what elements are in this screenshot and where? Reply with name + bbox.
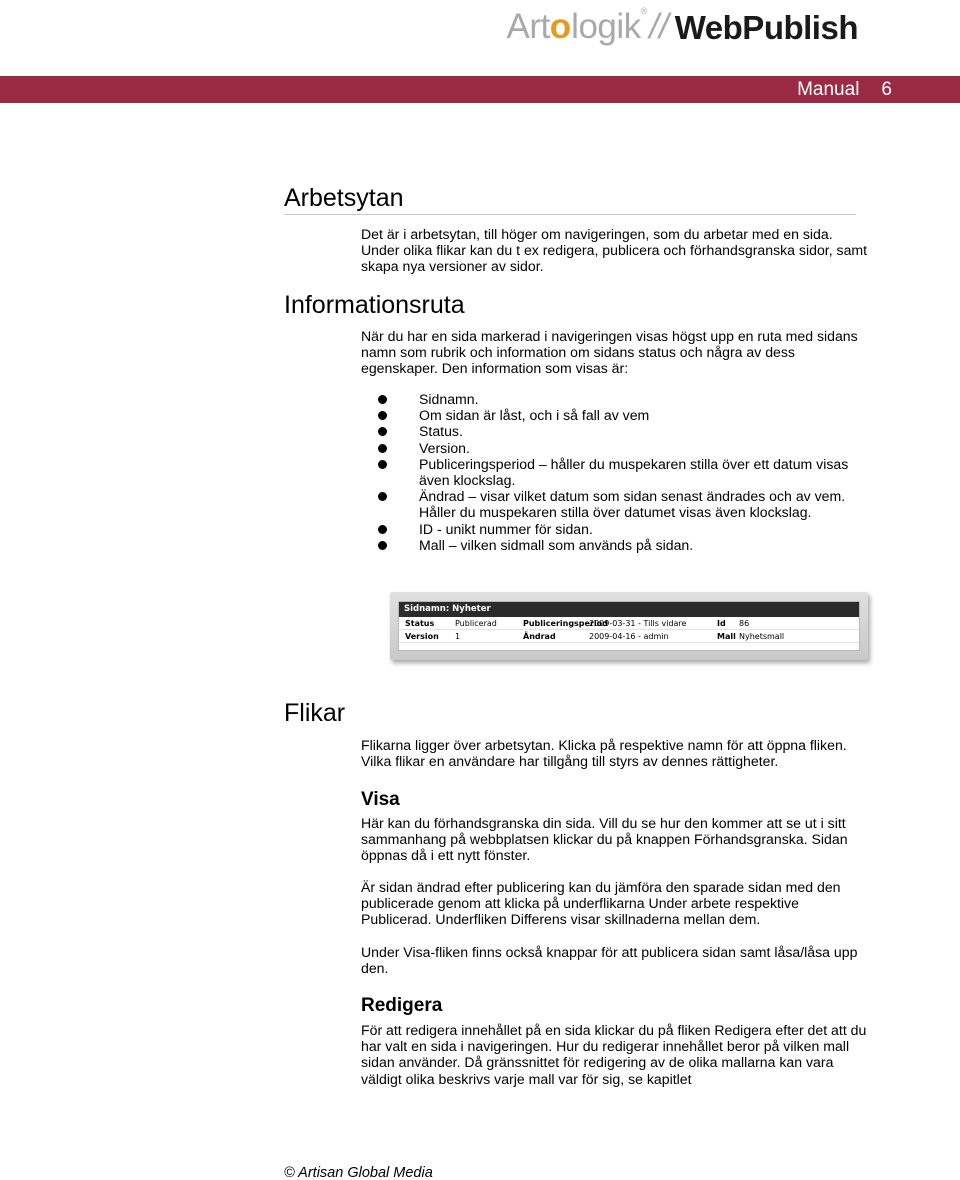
visa-paragraph-3: Under Visa-fliken finns också knappar för att publicera sidan samt låsa/låsa upp den.: [361, 944, 858, 977]
redigera-paragraph: För att redigera innehållet på en sida klickar du på fliken Redigera efter det att du har valt en sida i navigeringen. Hur du redigerar innehållet beror på vilken mall sidan använder. Då gränssnittet för redigering av de olika mallarna kan vara väldigt olika beskrivs varje mall var för sig, se kapitlet: [361, 1022, 867, 1087]
flikar-paragraph: Flikarna ligger över arbetsytan. Klicka på respektive namn för att öppna fliken. Vilka flikar en användare har tillgång till styrs av dennes rättigheter.: [361, 737, 847, 770]
footer-copyright: © Artisan Global Media: [284, 1165, 433, 1180]
bullet-icon: [378, 395, 387, 404]
logo-text-art: Art: [506, 7, 550, 46]
heading-redigera: Redigera: [361, 995, 443, 1016]
list-item: ID - unikt nummer för sidan.: [378, 521, 858, 537]
bullet-icon: [378, 525, 387, 534]
manual-label: Manual: [797, 79, 860, 100]
artologik-webpublish-logo: [507, 0, 858, 44]
logo-text-webpublish: WebPublish: [674, 9, 858, 46]
heading-informationsruta: Informationsruta: [284, 291, 465, 319]
heading-rule: [284, 214, 856, 215]
heading-flikar: Flikar: [284, 699, 346, 727]
arbetsytan-paragraph: Det är i arbetsytan, till höger om navigeringen, som du arbetar med en sida. Under olika flikar kan du t ex redigera, publicera och förhandsgranska sidor, samt skapa nya versioner av sidor.: [361, 226, 868, 275]
list-item: Om sidan är låst, och i så fall av vem: [378, 407, 858, 423]
logo-registered-mark: ®: [640, 6, 648, 16]
bullet-icon: [378, 411, 387, 420]
heading-arbetsytan: Arbetsytan: [284, 184, 404, 212]
list-item: Sidnamn.: [378, 391, 858, 407]
informationsruta-paragraph: När du har en sida markerad i navigeringen visas högst upp en ruta med sidans namn som rubrik och information om sidans status och några av dess egenskaper. Den information som visas är:: [361, 328, 858, 377]
infobox-row: Status Publicerad Publiceringsperiod 2009-03-31 - Tills vidare Id 86: [399, 617, 859, 630]
bullet-icon: [378, 492, 387, 501]
visa-paragraph-1: Här kan du förhandsgranska din sida. Vill du se hur den kommer att se ut i sitt sammanhang på webbplatsen klickar du på knappen Förhandsgranska. Sidan öppnas då i ett nytt fönster.: [361, 815, 848, 864]
infobox-screenshot: [398, 601, 860, 651]
bullet-icon: [378, 541, 387, 550]
list-item: Publiceringsperiod – håller du muspekaren stilla över ett datum visas även klockslag.: [378, 456, 858, 488]
bullet-icon: [378, 427, 387, 436]
logo-separator: //: [649, 7, 669, 46]
bullet-icon: [378, 444, 387, 453]
page-number: 6: [881, 79, 892, 100]
header-bar-text: [797, 79, 892, 101]
list-item: Status.: [378, 423, 858, 439]
logo-text-o: o: [549, 7, 572, 46]
heading-visa: Visa: [361, 789, 400, 810]
visa-paragraph-2: Är sidan ändrad efter publicering kan du jämföra den sparade sidan med den publicerade genom att klicka på underflikarna Under arbete respektive Publicerad. Underfliken Differens visar skillnaderna mellan dem.: [361, 879, 841, 928]
infobox-row: Version 1 Ändrad 2009-04-16 - admin Mall Nyhetsmall: [399, 630, 859, 643]
infobox-title: Sidnamn: Nyheter: [399, 602, 859, 617]
list-item: Ändrad – visar vilket datum som sidan senast ändrades och av vem. Håller du muspekaren stilla över datumet visas även klockslag.: [378, 488, 858, 520]
info-bullet-list: [378, 391, 858, 553]
list-item: Mall – vilken sidmall som används på sidan.: [378, 537, 858, 553]
list-item: Version.: [378, 440, 858, 456]
logo-text-logik: logik: [571, 7, 641, 46]
bullet-icon: [378, 460, 387, 469]
header-bar: [0, 76, 960, 103]
